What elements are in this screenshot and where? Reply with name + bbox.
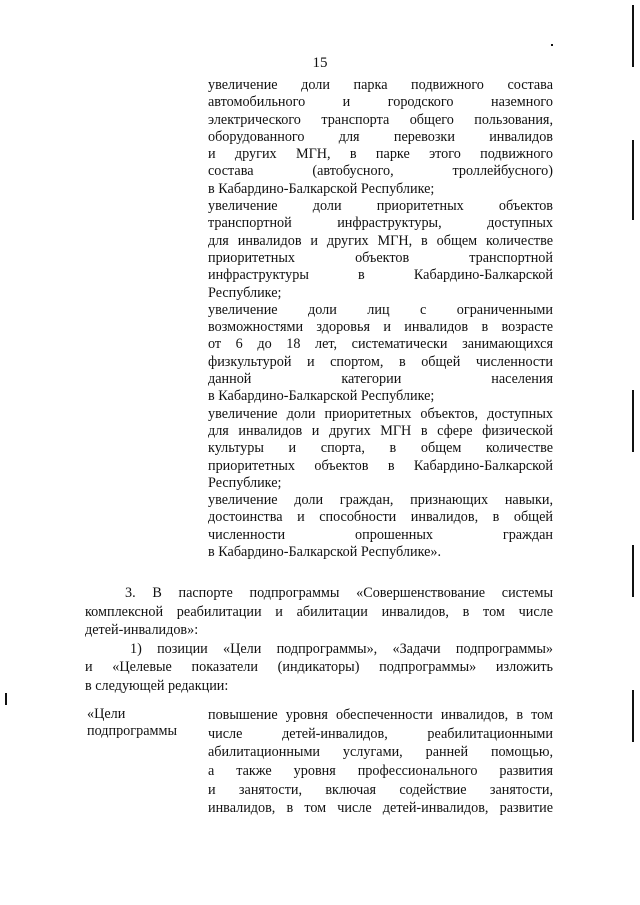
text-line: приоритетных объектов транспортной [208,249,553,266]
text-line: а также уровня профессионального развития [208,763,553,780]
text-line: в следующей редакции: [85,677,229,694]
scan-edge-mark [632,5,634,67]
text-line: оборудованного для перевозки инвалидов [208,128,553,145]
page-number: 15 [312,55,328,71]
text-line: абилитационными услугами, ранней помощью, [208,744,553,761]
text-line: в Кабардино-Балкарской Республике». [208,544,442,561]
text-line: от 6 до 18 лет, систематически занимающихся [208,336,553,353]
text-line: инвалидов, в том числе детей-инвалидов, развитие [208,800,553,817]
text-line: увеличение доли граждан, признающих навыки, [208,492,553,509]
text-line: и занятости, включая содействие занятости, [208,781,553,798]
text-line: увеличение доли приоритетных объектов, доступных [208,405,553,422]
text-line: данной категории населения [208,371,553,388]
text-line: возможностями здоровья и инвалидов в возрасте [208,319,553,336]
text-line: в Кабардино-Балкарской Республике; [208,180,435,197]
table-value-cell [208,706,553,818]
paragraph-3 [85,584,553,695]
text-line: комплексной реабилитации и абилитации инвалидов, в том числе [85,603,553,620]
text-line: физкультурой и спортом, в общей численности [208,353,553,370]
text-line: состава (автобусного, троллейбусного) [208,163,553,180]
text-line: для инвалидов и других МГН, в общем количестве [208,232,553,249]
text-line: числе детей-инвалидов, реабилитационными [208,725,553,742]
text-line: Республике; [208,474,282,491]
text-line: и «Целевые показатели (индикаторы) подпрограммы» изложить [85,659,553,675]
scan-edge-mark [632,390,634,452]
text-line: культуры и спорта, в общем количестве [208,440,553,457]
text-line: увеличение доли парка подвижного состава [208,77,553,93]
text-line: транспортной инфраструктуры, доступных [208,215,553,232]
text-line: подпрограммы [87,723,177,740]
scan-dot-mark [551,44,553,46]
text-line: инфраструктуры в Кабардино-Балкарской [208,267,553,284]
text-line: автомобильного и городского наземного [208,94,553,111]
text-line: в Кабардино-Балкарской Республике; [208,388,435,405]
text-line: увеличение доли приоритетных объектов [208,198,553,215]
text-line: Республике; [208,284,282,301]
text-line: электрического транспорта общего пользования, [208,111,553,128]
text-line: увеличение доли лиц с ограниченными [208,301,553,318]
text-line: повышение уровня обеспеченности инвалидов, в том [208,707,553,723]
text-line: достоинства и способности инвалидов, в общей [208,509,553,526]
text-line: 3. В паспорте подпрограммы «Совершенствование системы [125,585,553,601]
text-line: детей-инвалидов»: [85,622,199,638]
scan-edge-mark [632,140,634,220]
scan-edge-mark [632,545,634,597]
scan-edge-mark [5,693,7,705]
text-line: и других МГН, в парке этого подвижного [208,146,553,163]
text-line: приоритетных объектов в Кабардино-Балкарской [208,457,553,474]
text-line: 1) позиции «Цели подпрограммы», «Задачи подпрограммы» [130,640,553,657]
table-label-cell [87,706,202,741]
text-line: для инвалидов и других МГН в сфере физической [208,422,553,439]
text-line: «Цели [87,706,126,722]
target-indicators-list [208,77,553,561]
text-line: численности опрошенных граждан [208,526,553,543]
scan-edge-mark [632,690,634,742]
